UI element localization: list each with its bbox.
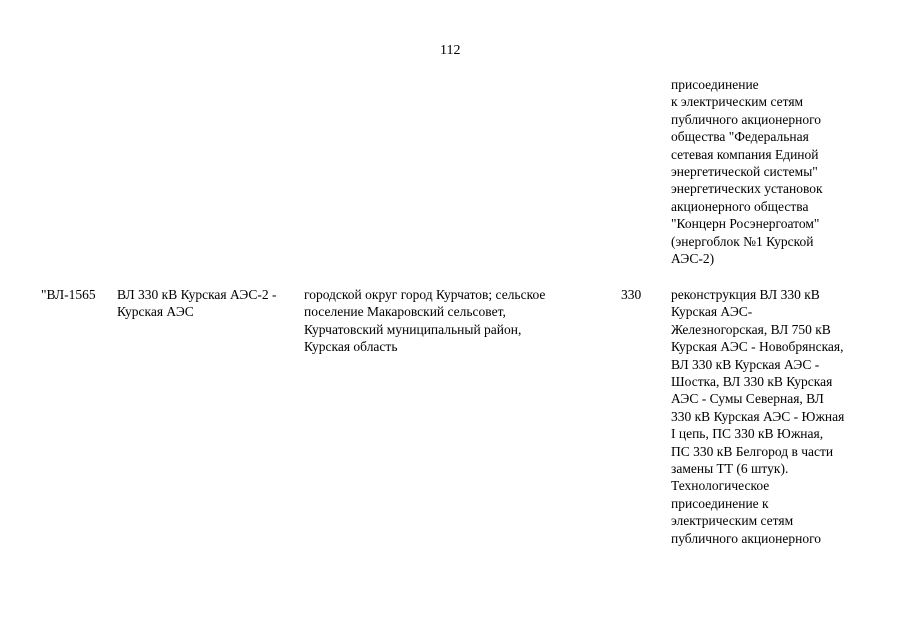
location-cell: городской округ город Курчатов; сельское поселение Макаровский сельсовет, Курчатовский муниципальный район, Курская область xyxy=(304,287,546,355)
object-name-cell: ВЛ 330 кВ Курская АЭС-2 - Курская АЭС xyxy=(117,287,277,320)
continued-purpose-cell: присоединение к электрическим сетям публичного акционерного общества "Федеральная сетевая компания Единой энергетической системы" энергетических установок акционерного общества "Концерн Росэнергоатом" (энергоблок №1 Курской АЭС-2) xyxy=(671,77,823,267)
page-number: 112 xyxy=(440,43,461,58)
object-code-cell: "ВЛ-1565 xyxy=(41,287,96,302)
purpose-cell: реконструкция ВЛ 330 кВ Курская АЭС- Железногорская, ВЛ 750 кВ Курская АЭС - Новобрянская, ВЛ 330 кВ Курская АЭС - Шостка, ВЛ 330 кВ Курская АЭС - Сумы Северная, ВЛ 330 кВ Курская АЭС - Южная I цепь, ПС 330 кВ Южная, ПС 330 кВ Белгород в части замены ТТ (6 штук). Технологическое присоединение к электрическим сетям публичного акционерного xyxy=(671,287,845,546)
voltage-cell: 330 xyxy=(621,287,642,302)
